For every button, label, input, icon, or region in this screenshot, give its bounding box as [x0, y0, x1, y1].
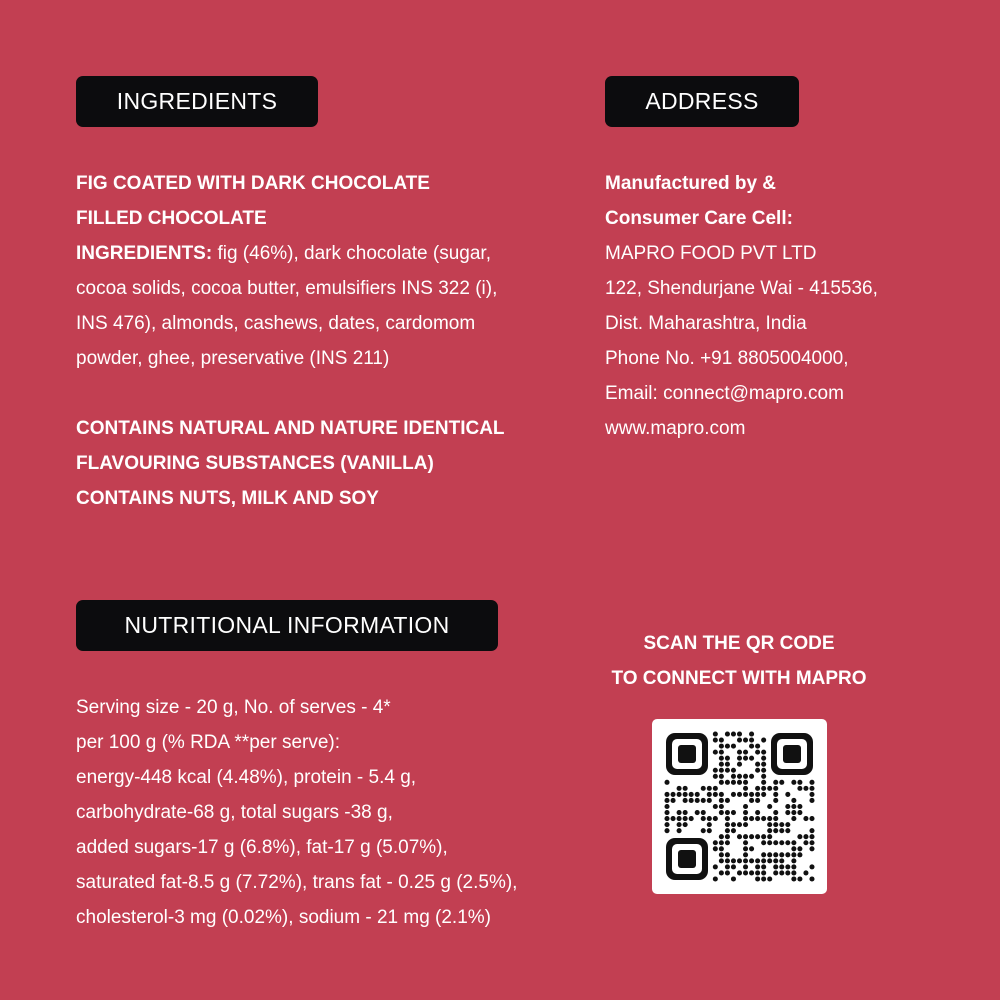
- qr-module: [749, 744, 754, 749]
- qr-module: [731, 828, 736, 833]
- qr-module: [755, 864, 760, 869]
- qr-module: [725, 780, 730, 785]
- qr-module: [743, 858, 748, 863]
- qr-module: [755, 834, 760, 839]
- qr-module: [761, 786, 766, 791]
- qr-module: [707, 798, 712, 803]
- qr-module: [719, 798, 724, 803]
- nutrition-section: [76, 690, 517, 935]
- address-phone: Phone No. +91 8805004000,: [605, 348, 849, 369]
- qr-module: [761, 852, 766, 857]
- qr-module: [767, 834, 772, 839]
- qr-module: [731, 744, 736, 749]
- qr-module: [749, 738, 754, 743]
- qr-module: [737, 834, 742, 839]
- qr-module: [809, 846, 814, 851]
- qr-module: [707, 792, 712, 797]
- qr-module: [761, 840, 766, 845]
- qr-module: [791, 780, 796, 785]
- qr-module: [767, 858, 772, 863]
- qr-module: [719, 804, 724, 809]
- qr-module: [791, 864, 796, 869]
- qr-module: [791, 852, 796, 857]
- qr-module: [683, 816, 688, 821]
- qr-module: [761, 762, 766, 767]
- qr-module: [737, 822, 742, 827]
- qr-module: [809, 798, 814, 803]
- qr-module: [731, 822, 736, 827]
- qr-module: [743, 852, 748, 857]
- qr-module: [719, 846, 724, 851]
- qr-module: [707, 828, 712, 833]
- qr-finder-top-left: [666, 733, 708, 775]
- qr-caption: [598, 626, 880, 696]
- qr-module: [695, 810, 700, 815]
- ingredients-line2: cocoa solids, cocoa butter, emulsifiers INS 322 (i),: [76, 278, 498, 299]
- qr-module: [677, 828, 682, 833]
- qr-module: [785, 828, 790, 833]
- qr-module: [725, 834, 730, 839]
- qr-module: [701, 816, 706, 821]
- qr-module: [743, 792, 748, 797]
- qr-finder-bottom-left: [666, 838, 708, 880]
- qr-module: [731, 858, 736, 863]
- qr-module: [785, 810, 790, 815]
- nutrition-header: [76, 600, 498, 651]
- qr-module: [749, 756, 754, 761]
- ingredients-section: [76, 166, 505, 516]
- spacer: [76, 376, 505, 411]
- nutrition-line4: carbohydrate-68 g, total sugars -38 g,: [76, 802, 393, 823]
- qr-module: [797, 852, 802, 857]
- qr-module: [779, 822, 784, 827]
- qr-module: [743, 864, 748, 869]
- qr-module: [749, 846, 754, 851]
- qr-module: [725, 852, 730, 857]
- qr-module: [713, 876, 718, 881]
- qr-module: [761, 858, 766, 863]
- qr-module: [707, 816, 712, 821]
- qr-module: [725, 828, 730, 833]
- qr-module: [755, 768, 760, 773]
- qr-module: [797, 804, 802, 809]
- qr-module: [737, 780, 742, 785]
- qr-module: [767, 816, 772, 821]
- qr-module: [677, 792, 682, 797]
- qr-module: [664, 804, 669, 809]
- qr-module: [743, 804, 748, 809]
- qr-module: [701, 786, 706, 791]
- qr-module: [767, 786, 772, 791]
- address-header-label: ADDRESS: [645, 88, 759, 114]
- qr-module: [737, 774, 742, 779]
- qr-module: [761, 834, 766, 839]
- qr-module: [803, 840, 808, 845]
- qr-module: [719, 756, 724, 761]
- qr-module: [785, 792, 790, 797]
- nutrition-line1: Serving size - 20 g, No. of serves - 4*: [76, 697, 391, 718]
- qr-module: [761, 792, 766, 797]
- qr-module: [785, 864, 790, 869]
- qr-module: [773, 864, 778, 869]
- qr-finder-top-right: [771, 733, 813, 775]
- qr-module: [773, 816, 778, 821]
- qr-module: [719, 858, 724, 863]
- qr-module: [731, 768, 736, 773]
- qr-module: [743, 834, 748, 839]
- address-line2: Consumer Care Cell:: [605, 208, 793, 229]
- qr-module: [743, 810, 748, 815]
- qr-module: [664, 798, 669, 803]
- qr-module: [779, 870, 784, 875]
- qr-module: [797, 810, 802, 815]
- nutrition-header-label: NUTRITIONAL INFORMATION: [124, 612, 450, 638]
- qr-module: [773, 792, 778, 797]
- qr-module: [719, 780, 724, 785]
- qr-module: [743, 756, 748, 761]
- qr-code-image: [664, 731, 815, 882]
- qr-module: [701, 828, 706, 833]
- qr-module: [713, 864, 718, 869]
- qr-module: [743, 780, 748, 785]
- qr-module: [713, 792, 718, 797]
- qr-module: [755, 870, 760, 875]
- qr-module: [791, 876, 796, 881]
- qr-module: [689, 792, 694, 797]
- qr-module: [677, 786, 682, 791]
- ingredients-label: INGREDIENTS:: [76, 243, 213, 264]
- qr-module: [731, 780, 736, 785]
- qr-module: [737, 762, 742, 767]
- qr-module: [713, 768, 718, 773]
- qr-module: [725, 762, 730, 767]
- qr-module: [755, 744, 760, 749]
- qr-module: [767, 828, 772, 833]
- nutrition-line2: per 100 g (% RDA **per serve):: [76, 732, 341, 753]
- address-header: [605, 76, 799, 127]
- qr-module: [755, 792, 760, 797]
- qr-module: [719, 750, 724, 755]
- qr-module: [803, 870, 808, 875]
- qr-module: [719, 738, 724, 743]
- qr-module: [725, 864, 730, 869]
- qr-module: [725, 822, 730, 827]
- qr-module: [791, 858, 796, 863]
- qr-module: [719, 762, 724, 767]
- qr-module: [779, 858, 784, 863]
- qr-module: [689, 798, 694, 803]
- qr-module: [671, 798, 676, 803]
- qr-module: [803, 786, 808, 791]
- qr-module: [743, 816, 748, 821]
- qr-module: [761, 780, 766, 785]
- qr-module: [731, 731, 736, 736]
- address-website: www.mapro.com: [605, 418, 746, 439]
- qr-module: [743, 846, 748, 851]
- qr-module: [743, 750, 748, 755]
- qr-module: [664, 792, 669, 797]
- ingredients-line1: [76, 236, 505, 271]
- qr-module: [713, 816, 718, 821]
- address-line1: Manufactured by &: [605, 173, 777, 194]
- qr-module: [773, 840, 778, 845]
- qr-module: [664, 810, 669, 815]
- qr-module: [761, 864, 766, 869]
- qr-module: [677, 810, 682, 815]
- qr-module: [779, 828, 784, 833]
- qr-module: [755, 786, 760, 791]
- qr-module: [749, 774, 754, 779]
- qr-module: [737, 756, 742, 761]
- qr-module: [755, 750, 760, 755]
- qr-module: [707, 822, 712, 827]
- ingredients-header: [76, 76, 318, 127]
- qr-module: [797, 834, 802, 839]
- qr-module: [719, 810, 724, 815]
- qr-module: [713, 738, 718, 743]
- qr-module: [713, 786, 718, 791]
- qr-module: [797, 786, 802, 791]
- qr-module: [725, 756, 730, 761]
- qr-module: [785, 822, 790, 827]
- qr-module: [773, 822, 778, 827]
- qr-module: [689, 816, 694, 821]
- qr-module: [743, 840, 748, 845]
- qr-module: [773, 810, 778, 815]
- qr-module: [725, 858, 730, 863]
- ingredients-header-label: INGREDIENTS: [116, 88, 278, 114]
- qr-module: [773, 798, 778, 803]
- qr-module: [779, 780, 784, 785]
- qr-module: [725, 744, 730, 749]
- qr-module: [737, 870, 742, 875]
- qr-module: [743, 822, 748, 827]
- qr-module: [743, 774, 748, 779]
- qr-module: [713, 840, 718, 845]
- qr-module: [809, 816, 814, 821]
- qr-module: [683, 798, 688, 803]
- qr-module: [755, 762, 760, 767]
- qr-module: [683, 810, 688, 815]
- qr-module: [761, 876, 766, 881]
- qr-module: [791, 846, 796, 851]
- qr-module: [773, 870, 778, 875]
- qr-module: [713, 774, 718, 779]
- qr-module: [803, 816, 808, 821]
- qr-module: [809, 780, 814, 785]
- qr-module: [719, 768, 724, 773]
- qr-module: [701, 810, 706, 815]
- qr-caption-line1: SCAN THE QR CODE: [643, 633, 835, 654]
- qr-module: [737, 738, 742, 743]
- qr-module: [737, 750, 742, 755]
- qr-module: [719, 834, 724, 839]
- qr-module: [725, 731, 730, 736]
- qr-module: [809, 876, 814, 881]
- qr-module: [749, 816, 754, 821]
- qr-caption-line2: TO CONNECT WITH MAPRO: [611, 668, 867, 689]
- nutrition-line6: saturated fat-8.5 g (7.72%), trans fat - 0.25 g (2.5%),: [76, 872, 518, 893]
- qr-module: [671, 816, 676, 821]
- qr-module: [785, 870, 790, 875]
- contains-line2: FLAVOURING SUBSTANCES (VANILLA): [76, 453, 434, 474]
- qr-module: [731, 864, 736, 869]
- qr-module: [743, 870, 748, 875]
- qr-module: [731, 774, 736, 779]
- qr-module: [761, 816, 766, 821]
- qr-module: [664, 780, 669, 785]
- qr-module: [797, 846, 802, 851]
- qr-module: [791, 840, 796, 845]
- qr-module: [761, 774, 766, 779]
- qr-module: [779, 852, 784, 857]
- qr-module: [761, 738, 766, 743]
- nutrition-line3: energy-448 kcal (4.48%), protein - 5.4 g,: [76, 767, 417, 788]
- nutrition-line7: cholesterol-3 mg (0.02%), sodium - 21 mg (2.1%): [76, 907, 491, 928]
- qr-module: [809, 828, 814, 833]
- qr-module: [683, 822, 688, 827]
- qr-module: [725, 798, 730, 803]
- qr-module: [785, 804, 790, 809]
- qr-module: [773, 828, 778, 833]
- qr-module: [719, 792, 724, 797]
- qr-module: [719, 840, 724, 845]
- product-title-line2: FILLED CHOCOLATE: [76, 208, 267, 229]
- qr-module: [664, 828, 669, 833]
- qr-module: [773, 780, 778, 785]
- qr-module: [809, 864, 814, 869]
- qr-module: [791, 798, 796, 803]
- qr-module: [773, 858, 778, 863]
- qr-module: [695, 792, 700, 797]
- qr-module: [809, 840, 814, 845]
- qr-module: [767, 876, 772, 881]
- qr-module: [779, 840, 784, 845]
- qr-module: [755, 858, 760, 863]
- qr-module: [791, 816, 796, 821]
- qr-module: [749, 870, 754, 875]
- qr-module: [773, 786, 778, 791]
- qr-module: [761, 756, 766, 761]
- qr-module: [779, 864, 784, 869]
- qr-module: [785, 852, 790, 857]
- qr-module: [695, 798, 700, 803]
- qr-module: [809, 834, 814, 839]
- qr-module: [767, 804, 772, 809]
- product-title-line1: FIG COATED WITH DARK CHOCOLATE: [76, 173, 430, 194]
- qr-module: [755, 810, 760, 815]
- qr-module: [767, 840, 772, 845]
- qr-module: [713, 804, 718, 809]
- qr-module: [725, 816, 730, 821]
- qr-module: [797, 780, 802, 785]
- address-line3: MAPRO FOOD PVT LTD: [605, 243, 817, 264]
- qr-module: [725, 768, 730, 773]
- qr-module: [749, 798, 754, 803]
- qr-module: [664, 816, 669, 821]
- qr-module: [761, 870, 766, 875]
- qr-module: [737, 731, 742, 736]
- qr-module: [731, 792, 736, 797]
- qr-module: [755, 798, 760, 803]
- qr-module: [713, 731, 718, 736]
- ingredients-line4: powder, ghee, preservative (INS 211): [76, 348, 390, 369]
- qr-module: [785, 840, 790, 845]
- qr-module: [791, 870, 796, 875]
- qr-module: [737, 858, 742, 863]
- qr-module: [664, 822, 669, 827]
- qr-module: [731, 810, 736, 815]
- qr-module: [671, 792, 676, 797]
- address-line4: 122, Shendurjane Wai - 415536,: [605, 278, 878, 299]
- qr-module: [809, 792, 814, 797]
- qr-module: [809, 786, 814, 791]
- contains-line3: CONTAINS NUTS, MILK AND SOY: [76, 488, 379, 509]
- qr-module: [797, 876, 802, 881]
- qr-module: [749, 858, 754, 863]
- qr-module: [701, 798, 706, 803]
- qr-module: [677, 816, 682, 821]
- qr-module: [755, 876, 760, 881]
- qr-code[interactable]: [652, 719, 827, 894]
- qr-module: [707, 786, 712, 791]
- address-section: [605, 166, 878, 446]
- qr-module: [713, 750, 718, 755]
- qr-module: [749, 792, 754, 797]
- qr-module: [713, 846, 718, 851]
- qr-module: [767, 852, 772, 857]
- qr-module: [677, 822, 682, 827]
- qr-module: [719, 852, 724, 857]
- qr-module: [737, 792, 742, 797]
- qr-module: [755, 816, 760, 821]
- contains-line1: CONTAINS NATURAL AND NATURE IDENTICAL: [76, 418, 505, 439]
- qr-module: [761, 768, 766, 773]
- qr-module: [719, 744, 724, 749]
- qr-module: [767, 822, 772, 827]
- ingredients-line1-text: fig (46%), dark chocolate (sugar,: [212, 243, 491, 264]
- qr-module: [683, 786, 688, 791]
- qr-module: [725, 840, 730, 845]
- ingredients-line3: INS 476), almonds, cashews, dates, cardomom: [76, 313, 476, 334]
- qr-module: [749, 834, 754, 839]
- qr-module: [749, 731, 754, 736]
- qr-module: [743, 786, 748, 791]
- qr-module: [719, 870, 724, 875]
- qr-module: [773, 852, 778, 857]
- qr-module: [725, 810, 730, 815]
- qr-module: [725, 870, 730, 875]
- qr-module: [791, 804, 796, 809]
- address-line5: Dist. Maharashtra, India: [605, 313, 807, 334]
- qr-module: [791, 810, 796, 815]
- qr-module: [719, 774, 724, 779]
- nutrition-line5: added sugars-17 g (6.8%), fat-17 g (5.07%),: [76, 837, 448, 858]
- qr-module: [761, 750, 766, 755]
- qr-module: [803, 834, 808, 839]
- address-email: Email: connect@mapro.com: [605, 383, 844, 404]
- qr-module: [743, 738, 748, 743]
- qr-module: [683, 792, 688, 797]
- qr-module: [731, 876, 736, 881]
